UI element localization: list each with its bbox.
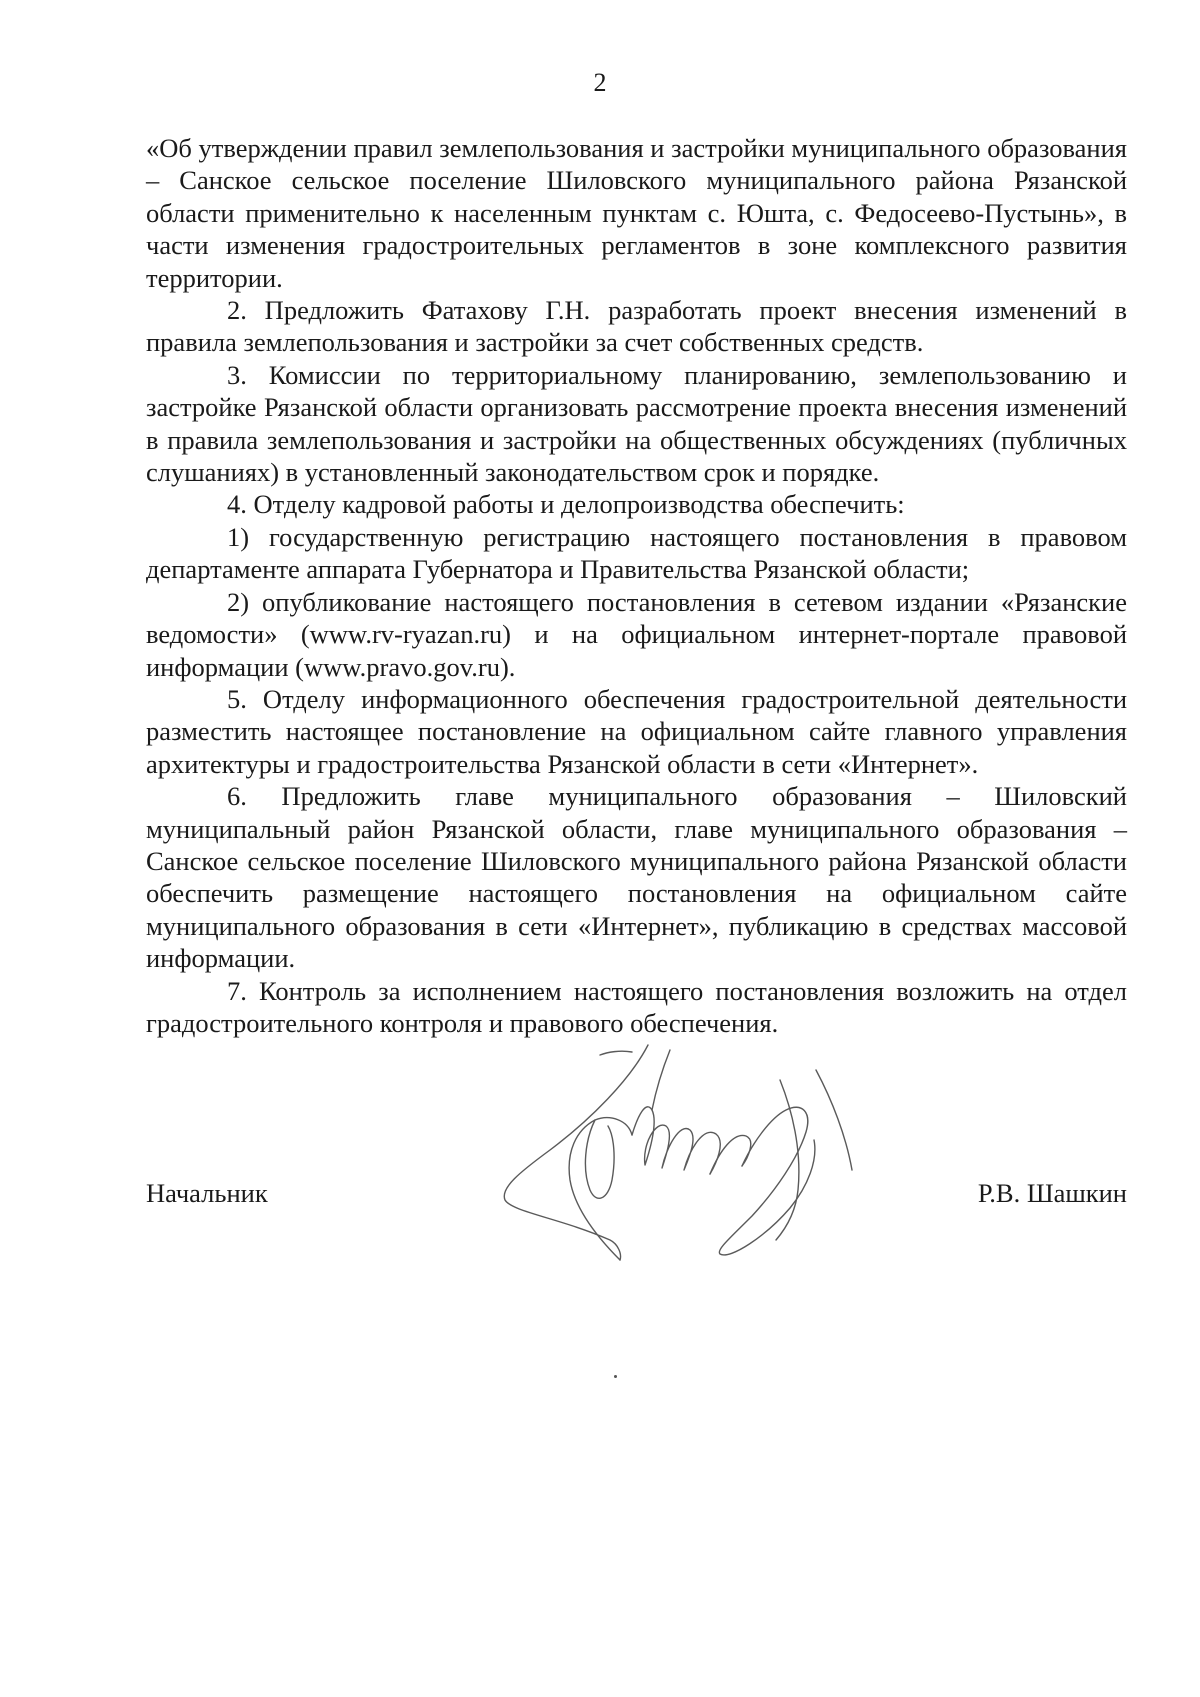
handwritten-signature: [480, 1040, 940, 1290]
signer-position: Начальник: [146, 1178, 268, 1208]
page-number: 2: [593, 68, 607, 97]
scan-speck: [614, 1375, 617, 1378]
paragraph-item-2: 2. Предложить Фатахову Г.Н. разработать проект внесения изменений в правила землепользования и застройки за счет собственных средств.: [146, 295, 1127, 358]
paragraph-item-4: 4. Отделу кадровой работы и делопроизводства обеспечить:: [227, 489, 905, 520]
paragraph-item-3: 3. Комиссии по территориальному планированию, землепользованию и застройке Рязанской области организовать рассмотрение проекта внесения изменений в правила землепользования и застройки на общественных обсуждениях (публичных слушаниях) в установленный законодательством срок и порядке.: [146, 359, 1127, 488]
paragraph-item-6: 6. Предложить главе муниципального образования – Шиловский муниципальный район Рязанской области, главе муниципального образования – Санское сельское поселение Шиловского муниципального района Рязанской области обеспечить размещение настоящего постановления на официальном сайте муниципального образования в сети «Интернет», публикацию в средствах массовой информации.: [146, 781, 1127, 974]
paragraph-item-4-sub-2: 2) опубликование настоящего постановления в сетевом издании «Рязанские ведомости» (www.rv-ryazan.ru) и на официальном интернет-портале правовой информации (www.pravo.gov.ru).: [146, 586, 1127, 682]
paragraph-item-5: 5. Отделу информационного обеспечения градостроительной деятельности разместить настоящее постановление на официальном сайте главного управления архитектуры и градостроительства Рязанской области в сети «Интернет».: [146, 683, 1127, 779]
document-body: [146, 132, 1127, 1039]
signer-name: Р.В. Шашкин: [977, 1178, 1127, 1208]
paragraph-item-7: 7. Контроль за исполнением настоящего постановления возложить на отдел градостроительного контроля и правового обеспечения.: [146, 975, 1127, 1038]
paragraph-1-continuation: «Об утверждении правил землепользования и застройки муниципального образования – Санское сельское поселение Шиловского муниципального района Рязанской области применительно к населенным пунктам с. Юшта, с. Федосеево-Пустынь», в части изменения градостроительных регламентов в зоне комплексного развития территории.: [146, 133, 1127, 293]
paragraph-item-4-sub-1: 1) государственную регистрацию настоящего постановления в правовом департаменте аппарата Губернатора и Правительства Рязанской области;: [146, 521, 1127, 585]
